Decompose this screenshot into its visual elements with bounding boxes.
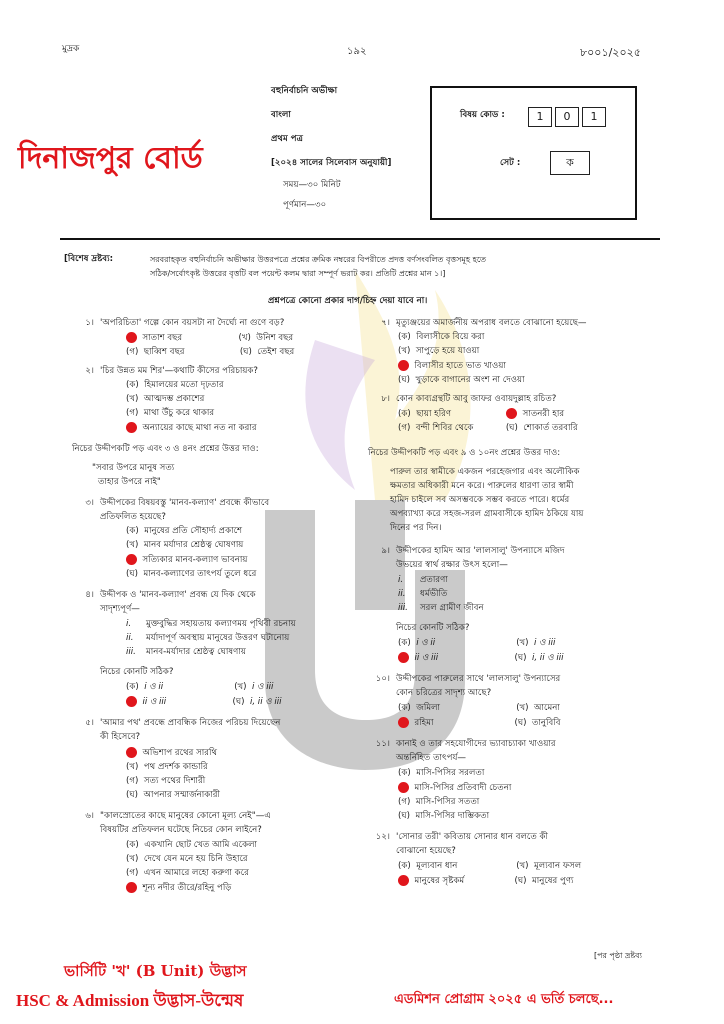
answer-mark	[398, 360, 409, 371]
footer-admission: এডমিশন প্রোগ্রাম ২০২৫ এ ভর্তি চলছে...	[394, 992, 614, 1007]
answer-mark	[398, 875, 409, 886]
stem-text: অপব্যাখ্যা করে সহজ-সরল গ্রামবাসীকে হামিদ ঠকিয়ে যায়	[390, 509, 584, 519]
subject-code-digits	[528, 105, 609, 127]
paper: প্রথম পত্র	[271, 134, 303, 144]
question-6: ৬। "কালস্রোতের কাছে মানুষের কোনো মূল্য নেই"—এ	[85, 811, 271, 821]
answer-mark	[126, 747, 137, 758]
answer-mark	[398, 652, 409, 663]
printer-label: মুদ্রক	[62, 44, 80, 54]
answer-mark	[506, 408, 517, 419]
paper-code: ৮০০১/২০২৫	[580, 46, 641, 59]
left-column: ১। 'অপরিচিতা' গল্পে কোন বয়সটা না দৈর্ঘ্যে না গুণে বড়? সাতাশ বছর (খ) উনিশ বছর (গ) ছাব্বিশ বছর (ঘ) তেইশ বছর ২। 'চির উন্নত মম শির'—কথাটি কীসের পরিচায়ক? (ক) হিমালয়ের মতো দৃঢ়তার (খ) আত্মদম্ভ প্রকাশের (গ) মাথা উঁচু করে থাকার অন্যায়ের কাছে মাথা নত না করার নিচের উদ্দীপকটি পড় এবং ৩ ও ৪নং প্রশ্নের উত্তর দাও: "সবার উপরে মানুষ সত্য তাহার উপরে নাই" ৩। উদ্দীপকের বিষয়বস্তু 'মানব-কল্যাণ' প্রবন্ধে কীভাবে প্রতিফলিত হয়েছে? (ক) মানুষের প্রতি সৌহার্দ্য প্রকাশে (খ) মানব মর্যাদার শ্রেষ্ঠত্ব ঘোষণায় সত্যিকার মানব-কল্যাণ ভাবনায় (ঘ) মানব-কল্যাণের তাৎপর্য তুলে ধরে ৪। উদ্দীপক ও 'মানব-কল্যাণ' প্রবন্ধ যে দিক থেকে সাদৃশ্যপূর্ণ— i. মুক্তবুদ্ধির সহায়তায় কল্যাণময় পৃথিবী রচনায় ii. মর্যাদাপূর্ণ অবস্থায় মানুষের উত্তরণ ঘটানোয় iii. মানব-মর্যাদার শ্রেষ্ঠত্ব ঘোষণায় নিচের কোনটি সঠিক? (ক) i ও ii (খ) i ও iii ii ও iii (ঘ) i, ii ও iii ৫। 'আমার পথ' প্রবন্ধে প্রাবন্ধিক নিজের পরিচয় দিয়েছেন কী হিসেবে? অভিশাপ রথের সারথি (খ) পথ প্রদর্শক কান্ডারি (গ) সত্য পথের দিশারী (ঘ) আপনার সম্মার্জনাকারী ৬। "কালস্রোতের কাছে মানুষের কোনো মূল্য নেই"—এ বিষয়টির প্রতিফলন ঘটেছে নিচের কোন লাইনে? (ক) একখানি ছোট খেত আমি একেলা (খ) দেখে যেন মনে হয় চিনি উহারে (গ) এখন আমারে লহো করুণা করে শূন্য নদীর তীরে/রহিনু পড়ি	[72, 318, 372, 894]
question-4: ৪। উদ্দীপক ও 'মানব-কল্যাণ' প্রবন্ধ যে দিক থেকে	[85, 590, 256, 600]
code-digit: 1	[582, 107, 606, 127]
footer-hsc: HSC & Admission উদ্ভাস-উন্মেষ	[16, 991, 244, 1010]
question-12: ১২। 'সোনার তরী' কবিতায় সোনার ধান বলতে কী	[375, 832, 549, 842]
time: সময়—৩০ মিনিট	[283, 180, 341, 190]
answer-mark	[126, 332, 137, 343]
header-divider	[60, 238, 660, 240]
footer-varsity: ভার্সিটি 'খ' (B Unit) উদ্ভাস	[64, 962, 247, 980]
stem-text: পারুল তার স্বামীকে একজন পরহেজগার এবং অলৌকিক	[390, 467, 580, 477]
question-3: ৩। উদ্দীপকের বিষয়বস্তু 'মানব-কল্যাণ' প্রবন্ধে কীভাবে	[85, 498, 270, 508]
set-label: সেট :	[500, 158, 521, 168]
stem-text: হামিদ চাইলে সব অসম্ভবকে সম্ভব করতে পারে। ধর্মের	[390, 495, 570, 505]
answer-mark	[126, 422, 137, 433]
question-9: ৯। উদ্দীপকের হামিদ আর 'লালসালু' উপন্যাসে মজিদ	[381, 546, 565, 556]
code-digit: 0	[555, 107, 579, 127]
answer-mark	[126, 554, 137, 565]
page-number: ১৯২	[347, 46, 367, 57]
stem-text: ক্ষমতার অধিকারী মনে করে। পারুলের ধারণা তার স্বামী	[390, 481, 574, 491]
q1-row-2: (গ) ছাব্বিশ বছর (ঘ) তেইশ বছর	[126, 347, 295, 357]
answer-mark	[126, 882, 137, 893]
question-5: ৫। 'আমার পথ' প্রবন্ধে প্রাবন্ধিক নিজের পরিচয় দিয়েছেন	[85, 718, 281, 728]
stem-intro: নিচের উদ্দীপকটি পড় এবং ৯ ও ১০নং প্রশ্নের উত্তর দাও:	[368, 448, 561, 458]
next-page-note: [পর পৃষ্ঠা দ্রষ্টব্য	[594, 951, 642, 960]
syllabus: [২০২৪ সালের সিলেবাস অনুযায়ী]	[271, 158, 392, 168]
subject-code-box	[430, 86, 637, 220]
stem-quote: তাহার উপরে নাই"	[98, 477, 161, 487]
full-marks: পূর্ণমান—৩০	[283, 200, 327, 210]
stem-text: দিনের পর দিন।	[390, 523, 442, 533]
question-10: ১০। উদ্দীপকের পারুলের সাথে 'লালসালু' উপন্যাসের	[375, 674, 561, 684]
question-1: ১। 'অপরিচিতা' গল্পে কোন বয়সটা না দৈর্ঘ্যে না গুণে বড়?	[85, 318, 285, 328]
exam-type: বহুনির্বাচনি অভীক্ষা	[271, 86, 338, 96]
question-2: ২। 'চির উন্নত মম শির'—কথাটি কীসের পরিচায়ক?	[85, 366, 258, 376]
set-value: ক	[550, 151, 590, 175]
answer-mark	[126, 696, 137, 707]
stem-quote: "সবার উপরে মানুষ সত্য	[92, 463, 175, 473]
answer-mark	[398, 717, 409, 728]
question-8: ৮। কোন কাব্যগ্রন্থটি আবু জাফর ওবায়দুল্লাহ রচিত?	[381, 394, 557, 404]
subject-code-label: বিষয় কোড :	[460, 110, 505, 120]
no-mark-note: প্রশ্নপত্রে কোনো প্রকার দাগ/চিহ্ন দেয়া যাবে না।	[268, 296, 428, 306]
board-title: দিনাজপুর বোর্ড	[18, 141, 203, 176]
q1-row-1: সাতাশ বছর (খ) উনিশ বছর	[126, 332, 372, 344]
instruction-label: [বিশেষ দ্রষ্টব্য:	[64, 254, 114, 264]
subject: বাংলা	[271, 110, 291, 120]
answer-mark	[398, 782, 409, 793]
question-7: ৭। মৃত্যুঞ্জয়ের অমার্জনীয় অপরাধ বলতে বোঝানো হয়েছে—	[381, 318, 587, 328]
question-11: ১১। কানাই ও তার সহযোগীদের ভ্যাবাচ্যাকা খাওয়ার	[375, 739, 556, 749]
instruction-line: সঠিক/সর্বোৎকৃষ্ট উত্তরের বৃত্তটি বল পয়েন্ট কলম দ্বারা সম্পূর্ণ ভরাট কর। প্রতিটি প্রশ্নের মান ১।]	[150, 269, 446, 278]
code-digit: 1	[528, 107, 552, 127]
stem-intro: নিচের উদ্দীপকটি পড় এবং ৩ ও ৪নং প্রশ্নের উত্তর দাও:	[72, 444, 259, 454]
right-column: ৭। মৃত্যুঞ্জয়ের অমার্জনীয় অপরাধ বলতে বোঝানো হয়েছে— (ক) বিলাসীকে বিয়ে করা (খ) সাপুড়ে হয়ে যাওয়া বিলাসীর হাতে ভাত খাওয়া (ঘ) খুড়াকে বাগানের অংশ না দেওয়া ৮। কোন কাব্যগ্রন্থটি আবু জাফর ওবায়দুল্লাহ রচিত? (ক) ছায়া হরিণ সাতনরী হার (গ) বন্দী শিবির থেকে (ঘ) শোকার্ত তরবারি নিচের উদ্দীপকটি পড় এবং ৯ ও ১০নং প্রশ্নের উত্তর দাও: পারুল তার স্বামীকে একজন পরহেজগার এবং অলৌকিক ক্ষমতার অধিকারী মনে করে। পারুলের ধারণা তার স্বামী হামিদ চাইলে সব অসম্ভবকে সম্ভব করতে পারে। ধর্মের অপব্যাখ্যা করে সহজ-সরল গ্রামবাসীকে হামিদ ঠকিয়ে যায় দিনের পর দিন। ৯। উদ্দীপকের হামিদ আর 'লালসালু' উপন্যাসে মজিদ উভয়ের স্বার্থ রক্ষার উৎস হলো— i. প্রতারণা ii. ধর্মভীতি iii. সরল গ্রামীণ জীবন নিচের কোনটি সঠিক? (ক) i ও ii (খ) i ও iii ii ও iii (ঘ) i, ii ও iii ১০। উদ্দীপকের পারুলের সাথে 'লালসালু' উপন্যাসের কোন চরিত্রের সাদৃশ্য আছে? (ক) জমিলা (খ) আমেনা রহিমা (ঘ) তানুবিবি ১১। কানাই ও তার সহযোগীদের ভ্যাবাচ্যাকা খাওয়ার অন্তর্নিহিত তাৎপর্য— (ক) মাসি-পিসির সরলতা মাসি-পিসির প্রতিবাদী চেতনা (গ) মাসি-পিসির সততা (ঘ) মাসি-পিসির দাম্ভিকতা ১২। 'সোনার তরী' কবিতায় সোনার ধান বলতে কী বোঝানো হয়েছে? (ক) মূল্যবান ধান (খ) মূল্যবান ফসল মানুষের সৃষ্টকর্ম (ঘ) মানুষের পুণ্য	[368, 318, 668, 887]
instruction-line: সরবরাহকৃত বহুনির্বাচনি অভীক্ষার উত্তরপত্রে প্রশ্নের ক্রমিক নম্বরের বিপরীতে প্রদত্ত বর্ণসংবলিত বৃত্তসমূহ হতে	[150, 255, 487, 264]
